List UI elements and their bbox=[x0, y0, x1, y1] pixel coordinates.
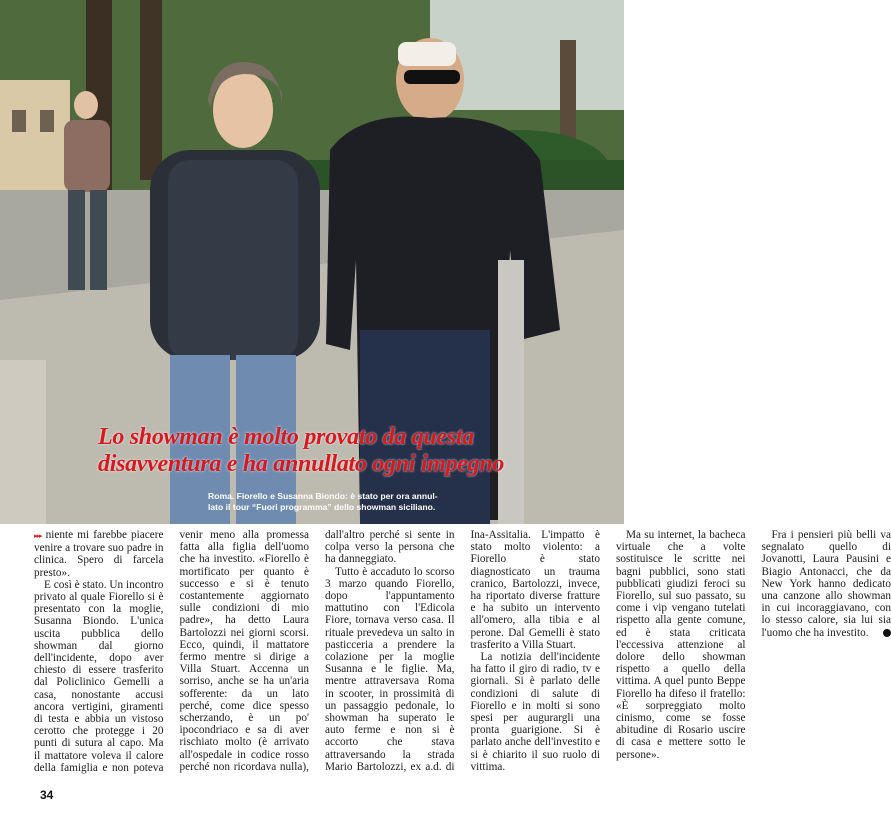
headline: Lo showman è molto provato da questa disavventura e ha annullato ogni impegno bbox=[98, 424, 505, 477]
article-paragraph: E così è stato. Un incontro privato al quale Fiorello si è presentato con la moglie, Susanna Biondo. L'unica uscita pubblica dello showman dal giorno dell'incidente, dopo aver chiesto di essere trasferito dal Policlinico Gemelli a casa, nonostante accusi ancora vertigini, giramenti di testa e abbia un vistoso cerotto che protegge i 20 punti di sutura al capo. Ma il mattatore voleva il calore della famiglia e non poteva venir meno alla promessa fatta alla figlia dell'uomo che ha investito. «Fiorello è mortificato per quanto è successo e si è tenuto costantemente aggiornato sulle condizioni di mio padre», ha detto Laura Bartolozzi nei giorni scorsi. Ecco, quindi, il mattatore fermo mentre si dirige a Villa Stuart. Accenna un sorriso, anche se ha un'aria sofferente: da un lato perché, come dice spesso scherzando, è un po' ipocondriaco e sa di aver rischiato molto (è arrivato all'ospedale in codice rosso perché non ricordava nulla), dall'altro perché si sente in colpa verso la persona che ha danneggiato. bbox=[34, 529, 455, 774]
caption-lead: Roma. Fiorello e Susanna Biondo: è stato per ora annul- bbox=[208, 491, 438, 501]
article-paragraph: Tutto è accaduto lo scorso 3 marzo quando Fiorello, dopo l'appuntamento mattutino con l'Edicola Fiore, tornava verso casa. Il rituale prevedeva un salto in pasticceria a prendere la colazione per la moglie Susanna e le figlie. Ma, mentre attraversava Roma in scooter, in prossimità di un passaggio pedonale, lo showman ha superato le auto ferme e non si è accorto che stava attraversando la strada Mario Bartolozzi, ex a.d. di Ina-Assitalia. L'impatto è stato molto violento: a Fiorello è stato diagnosticato un trauma cranico, Bartolozzi, invece, ha riportato diverse fratture e ha subito un intervento all'omero, alla tibia e al perone. Dal Gemelli è stato trasferito a Villa Stuart. bbox=[325, 529, 600, 773]
paragraph-text: niente mi farebbe piacere venire a trovare suo padre in clinica. Spero di farcela presto». bbox=[34, 529, 164, 579]
article-paragraph bbox=[34, 529, 164, 579]
article-body bbox=[34, 529, 891, 781]
paragraph-text: Fra i pensieri più belli va segnalato quello di Jovanotti, Laura Pausini e Biagio Antonacci, che da New York hanno dedicato una canzone allo showman in cui incoraggiavano, con lo stesso calore, sia lui sia l'uomo che ha investito. bbox=[761, 529, 891, 639]
photo-caption bbox=[208, 491, 618, 513]
end-mark-icon bbox=[883, 629, 891, 637]
article-paragraph: Ma su internet, la bacheca virtuale che a volte sostituisce le scritte nei bagni pubblici, sono stati pubblicati giudizi feroci su Fiorello, sul suo passato, su come i vip vengano tutelati rispetto alla gente comune, ed è stata criticata l'eccessiva attenzione al dolore dello showman rispetto a quello della vittima. A quel punto Beppe Fiorello ha difeso il fratello: «È sorpreggiato molto cinismo, come se fosse abitudine di Rosario uscire di casa e mettere sotto le persone». bbox=[616, 529, 746, 761]
page-number: 34 bbox=[40, 788, 54, 802]
article-paragraph bbox=[762, 529, 891, 639]
lead-marker-icon: ▸▸▸ bbox=[34, 532, 42, 540]
article-paragraph: La notizia dell'incidente ha fatto il giro di radio, tv e giornali. Si è parlato delle condizioni di salute di Fiorello e in molti si sono spesi per augurargli una pronta guarigione. Si è parlato anche dell'investito e si è chiarito il suo ruolo di vittima. bbox=[470, 651, 600, 773]
caption-rest: lato il tour “Fuori programma” dello showman siciliano. bbox=[208, 502, 436, 512]
